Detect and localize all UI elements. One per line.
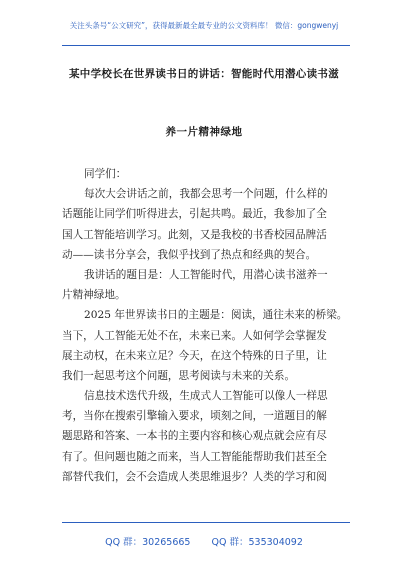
footer-qq-group-2: QQ 群：535304092 [211, 537, 303, 548]
body-line: 国人工智能培训学习。此刻，又是我校的书香校园品牌活 [62, 228, 327, 241]
body-line: 我讲话的题目是：人工智能时代，用潜心读书滋养一 [84, 268, 328, 281]
body-line: 展主动权，在未来立足？今天，在这个特殊的日子里，让 [62, 349, 327, 362]
body-line: 片精神绿地。 [62, 289, 126, 302]
document-title-line-2: 养一片精神绿地 [165, 126, 243, 138]
salutation: 同学们： [84, 168, 127, 180]
body-line: 题思路和答案、一本书的主要内容和核心观点就会应有尽 [62, 430, 327, 443]
body-line: 有了。但问题也随之而来，当人工智能能帮助我们甚至全 [62, 450, 327, 463]
body-text [62, 164, 350, 487]
body-line: 考，当你在搜索引擎输入要求，顷刻之间，一道题目的解 [62, 410, 327, 423]
footer-qq-group-1: QQ 群：30265665 [105, 537, 191, 548]
body-line: 当下，人工智能无处不在，未来已来。人如何学会掌握发 [62, 329, 327, 342]
footer [0, 534, 408, 548]
body-line: 2025 年世界读书日的主题是：阅读，通往未来的桥梁。 [84, 309, 348, 322]
body-line: 信息技术迭代升级，生成式人工智能可以像人一样思 [84, 390, 328, 403]
header-note: 关注头条号“公文研究”，获得最新最全最专业的公文资料库！ 微信：gongwenyj [69, 21, 339, 30]
body-line: 我们一起思考这个问题，思考阅读与未来的关系。 [62, 369, 296, 382]
body-line: 每次大会讲话之前，我都会思考一个问题，什么样的 [84, 188, 328, 201]
body-line: 话题能让同学们听得进去，引起共鸣。最近，我参加了全 [62, 208, 327, 221]
document-title-line-1: 某中学校长在世界读书日的讲话：智能时代用潜心读书滋 [69, 68, 339, 80]
header-divider [62, 45, 350, 46]
body-line: 部替代我们，会不会造成人类思维退步？人类的学习和阅 [62, 470, 327, 483]
body-line: 动——读书分享会，我似乎找到了热点和经典的契合。 [62, 248, 317, 261]
footer-divider [62, 522, 350, 523]
